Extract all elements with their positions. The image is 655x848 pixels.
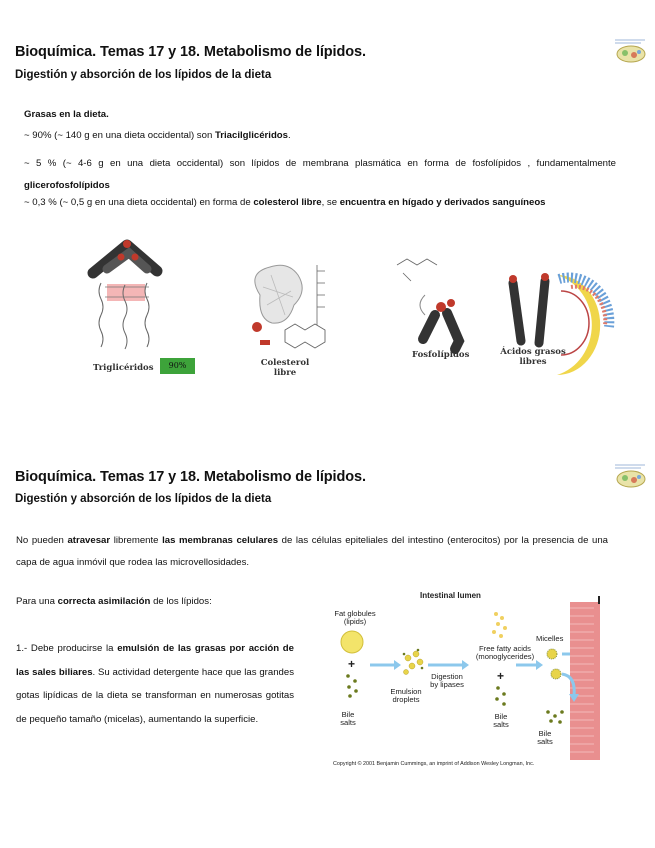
label-fat-globules: Fat globules (lipids) [334, 609, 376, 626]
svg-text:+: + [497, 669, 505, 683]
label-bile-salts-3: Bile salts [537, 729, 553, 746]
cholesterol-model [252, 265, 325, 348]
course-logo-icon [613, 36, 649, 64]
assimilation-intro: Para una correcta asimilación de los lípidos: [16, 596, 212, 607]
emulsion-paragraph: 1.- Debe producirse la emulsión de las grasas por acción de las sales biliares. Su actividad detergente hace que las grandes gotas lipídicas de la dieta se transforman en numerosas gotitas de pequeño tamaño (micelas), aumentando la superficie. [16, 643, 294, 725]
label-micelles: Micelles [536, 634, 564, 643]
percent-badge: 90% [160, 358, 195, 374]
label-intestinal-lumen: Intestinal lumen [420, 591, 481, 600]
fats-heading: Grasas en la dieta. [24, 109, 109, 120]
triglyceride-model [93, 240, 157, 349]
caption-trigliceridos: Triglicéridos [93, 363, 154, 373]
fat-globule [341, 631, 363, 653]
label-bile-salts-1: Bile salts [340, 710, 356, 727]
slide1-title: Bioquímica. Temas 17 y 18. Metabolismo de lípidos. [15, 44, 366, 60]
slide2-title: Bioquímica. Temas 17 y 18. Metabolismo de lípidos. [15, 469, 366, 485]
svg-text:+: + [348, 657, 356, 671]
caption-colesterol: Colesterol libre [260, 358, 310, 378]
fats-line-1: ~ 90% (~ 140 g en una dieta occidental) son Triacilglicéridos. [24, 130, 291, 141]
label-bile-salts-2: Bile salts [493, 712, 509, 729]
label-digestion-lipases: Digestion by lipases [430, 672, 464, 689]
label-emulsion-droplets: Emulsion droplets [390, 687, 422, 704]
caption-acidos-grasos: Ácidos grasos libres [500, 347, 566, 367]
fats-line-3: ~ 0,3 % (~ 0,5 g en una dieta occidental) en forma de colesterol libre, se encuentra en hígado y derivados sanguíneos [24, 197, 546, 208]
course-logo-icon-2 [613, 461, 649, 489]
slide2-subtitle: Digestión y absorción de los lípidos de la dieta [15, 493, 272, 505]
slide1-subtitle: Digestión y absorción de los lípidos de la dieta [15, 69, 272, 81]
caption-fosfolipidos: Fosfolípidos [412, 350, 470, 360]
label-free-fatty-acids: Free fatty acids (monoglycerides) [475, 644, 535, 661]
fats-line-2: ~ 5 % (~ 4-6 g en una dieta occidental) son lípidos de membrana plasmática en forma de fosfolípidos , fundamentalmente glicerofosfolípidos [24, 158, 616, 191]
phospholipid-model [397, 259, 459, 349]
membrane-paragraph: No pueden atravesar libremente las membranas celulares de las células epiteliales del intestino (enterocitos) por la presencia de una capa de agua inmóvil que rodea las microvellosidades. [16, 535, 609, 568]
diagram-copyright: Copyright © 2001 Benjamin Cummings, an imprint of Addison Wesley Longman, Inc. [333, 761, 535, 767]
